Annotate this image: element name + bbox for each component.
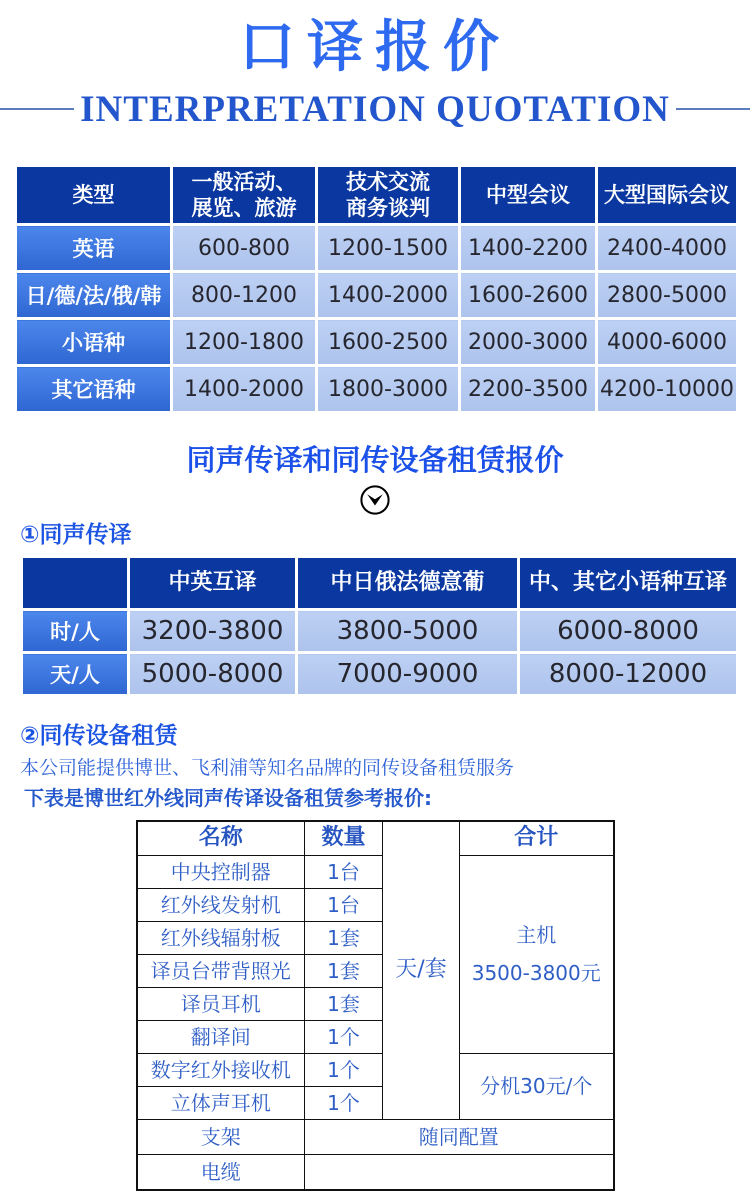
table-header-row — [16, 166, 738, 225]
row-label: 天/人 — [22, 653, 129, 696]
unit-cell-day-per-set: 天/套 — [383, 821, 460, 1120]
item-qty: 1套 — [305, 987, 383, 1020]
item-name: 红外线辐射板 — [137, 921, 305, 954]
col-header-total: 合计 — [460, 821, 614, 856]
price-cell: 2800-5000 — [597, 272, 738, 319]
table-row-jp-de-fr-ru-kr — [16, 272, 738, 319]
row-label: 日/德/法/俄/韩 — [16, 272, 172, 319]
table-row-bracket — [137, 1119, 614, 1154]
item-qty: 1台 — [305, 855, 383, 888]
item-name: 红外线发射机 — [137, 888, 305, 921]
row-label: 小语种 — [16, 319, 172, 366]
price-cell: 2000-3000 — [460, 319, 597, 366]
row-label: 其它语种 — [16, 366, 172, 413]
item-name: 翻译间 — [137, 1020, 305, 1053]
cable-value — [305, 1154, 614, 1190]
chevron-down-circle-icon — [359, 484, 391, 516]
divider-line-left — [0, 108, 74, 110]
price-cell: 4200-10000 — [597, 366, 738, 413]
price-cell: 4000-6000 — [597, 319, 738, 366]
equipment-rental-table — [136, 820, 615, 1191]
item-name: 支架 — [137, 1119, 305, 1154]
price-cell: 3800-5000 — [297, 610, 519, 653]
bracket-value: 随同配置 — [305, 1119, 614, 1154]
section-arrow-wrap — [0, 484, 750, 518]
price-cell: 1800-3000 — [317, 366, 460, 413]
item-name: 电缆 — [137, 1154, 305, 1190]
price-cell: 8000-12000 — [519, 653, 738, 696]
price-cell: 2400-4000 — [597, 225, 738, 272]
total-main-unit-cell — [460, 855, 614, 1053]
table-row-per-day — [22, 653, 738, 696]
price-cell: 600-800 — [172, 225, 317, 272]
item-name: 立体声耳机 — [137, 1086, 305, 1119]
item-qty: 1个 — [305, 1053, 383, 1086]
col-header-medium-conference: 中型会议 — [460, 166, 597, 225]
item-qty: 1个 — [305, 1020, 383, 1053]
item-qty: 1套 — [305, 954, 383, 987]
row-label: 时/人 — [22, 610, 129, 653]
col-header-cn-minor: 中、其它小语种互译 — [519, 557, 738, 610]
price-cell: 1600-2600 — [460, 272, 597, 319]
col-header-quantity: 数量 — [305, 821, 383, 856]
col-header-cn-en: 中英互译 — [129, 557, 297, 610]
row-label: 英语 — [16, 225, 172, 272]
price-cell: 1400-2000 — [172, 366, 317, 413]
section-title-simultaneous: 同声传译和同传设备租赁报价 — [186, 443, 564, 478]
table-header-row — [137, 821, 614, 856]
price-cell: 1200-1800 — [172, 319, 317, 366]
item-name: 中央控制器 — [137, 855, 305, 888]
col-header-general-activities: 一般活动、 展览、旅游 — [172, 166, 317, 225]
col-header-large-conference: 大型国际会议 — [597, 166, 738, 225]
price-cell: 2200-3500 — [460, 366, 597, 413]
table-row-minor-languages — [16, 319, 738, 366]
simultaneous-price-table — [20, 555, 739, 697]
price-cell: 3200-3800 — [129, 610, 297, 653]
equipment-description: 本公司能提供博世、飞利浦等知名品牌的同传设备租赁服务 — [20, 757, 515, 780]
price-cell: 1200-1500 — [317, 225, 460, 272]
page-title-cn: 口译报价 — [239, 15, 511, 80]
col-header-type: 类型 — [16, 166, 172, 225]
table-header-row — [22, 557, 738, 610]
table-row-english — [16, 225, 738, 272]
item-qty: 1台 — [305, 888, 383, 921]
item-name: 译员台带背照光 — [137, 954, 305, 987]
item-qty: 1个 — [305, 1086, 383, 1119]
price-cell: 1600-2500 — [317, 319, 460, 366]
total-main-label: 主机 — [516, 923, 557, 948]
col-header-technical-exchange: 技术交流 商务谈判 — [317, 166, 460, 225]
price-cell: 5000-8000 — [129, 653, 297, 696]
page-title-en-row — [0, 88, 750, 130]
price-cell: 6000-8000 — [519, 610, 738, 653]
item-name: 数字红外接收机 — [137, 1053, 305, 1086]
col-header-cn-multi: 中日俄法德意葡 — [297, 557, 519, 610]
total-main-price: 3500-3800元 — [471, 961, 601, 986]
item-name: 译员耳机 — [137, 987, 305, 1020]
label-simultaneous-interpretation: ①同声传译 — [20, 522, 132, 549]
price-cell: 1400-2000 — [317, 272, 460, 319]
total-sub-unit-cell: 分机30元/个 — [460, 1053, 614, 1119]
item-qty: 1套 — [305, 921, 383, 954]
table-row-per-hour — [22, 610, 738, 653]
divider-line-right — [676, 108, 750, 110]
table-row-cable — [137, 1154, 614, 1190]
price-cell: 1400-2200 — [460, 225, 597, 272]
equipment-table-caption: 下表是博世红外线同声传译设备租赁参考报价: — [24, 785, 432, 810]
label-equipment-rental: ②同传设备租赁 — [20, 723, 178, 750]
table-row-digital-receiver — [137, 1053, 614, 1086]
page-title-en: INTERPRETATION QUOTATION — [80, 88, 670, 130]
interpretation-price-table — [14, 164, 739, 414]
table-row-central-controller — [137, 855, 614, 888]
table-row-other-languages — [16, 366, 738, 413]
col-header-name: 名称 — [137, 821, 305, 856]
col-header-empty — [22, 557, 129, 610]
price-cell: 800-1200 — [172, 272, 317, 319]
price-cell: 7000-9000 — [297, 653, 519, 696]
